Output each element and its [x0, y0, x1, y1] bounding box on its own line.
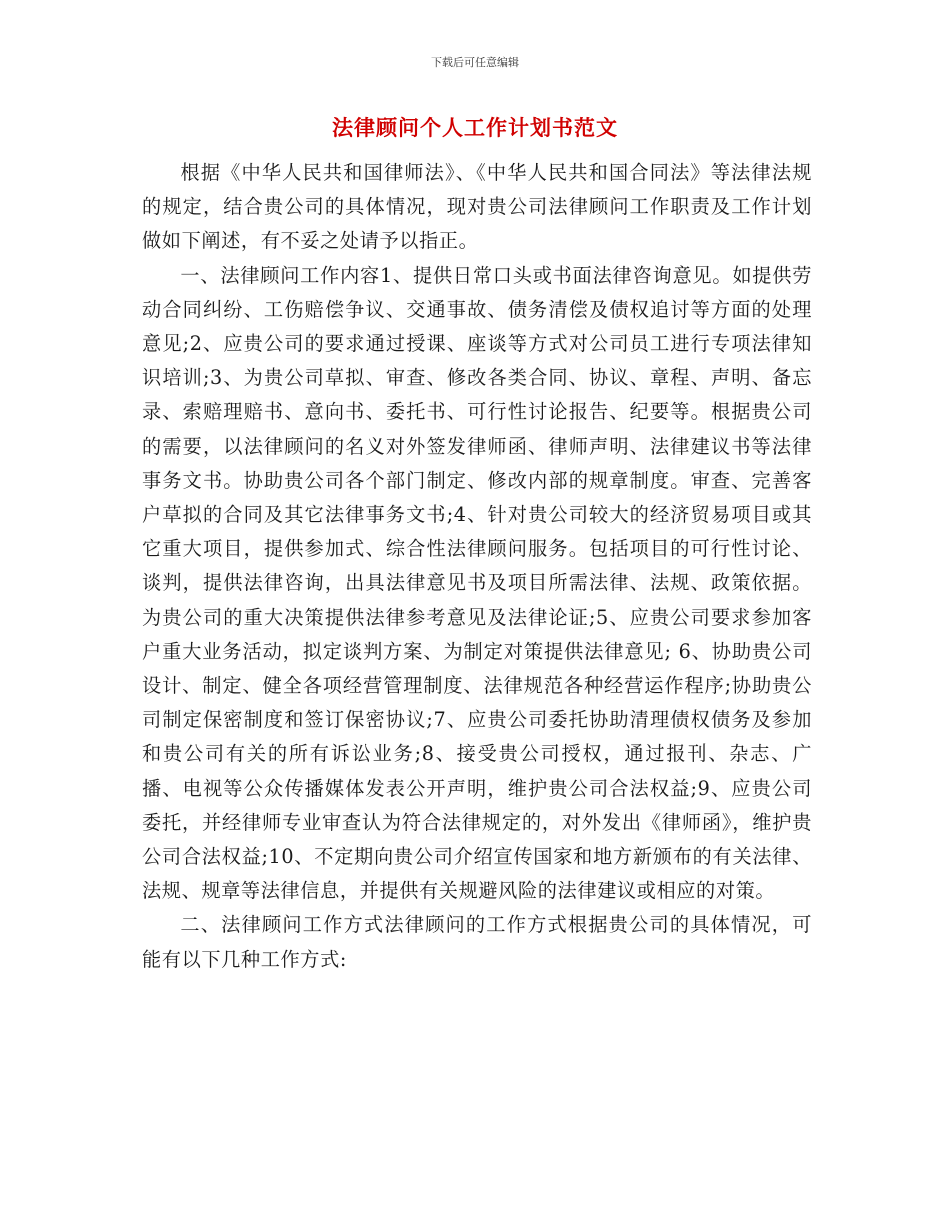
paragraph-section-2: 二、法律顾问工作方式法律顾问的工作方式根据贵公司的具体情况，可能有以下几种工作方式:: [142, 913, 812, 971]
paragraph-section-1: 一、法律顾问工作内容1、提供日常口头或书面法律咨询意见。如提供劳动合同纠纷、工伤赔偿争议、交通事故、债务清偿及债权追讨等方面的处理意见;2、应贵公司的要求通过授课、座谈等方式对公司员工进行专项法律知识培训;3、为贵公司草拟、审查、修改各类合同、协议、章程、声明、备忘录、索赔理赔书、意向书、委托书、可行性讨论报告、纪要等。根据贵公司的需要，以法律顾问的名义对外签发律师函、律师声明、法律建议书等法律事务文书。协助贵公司各个部门制定、修改内部的规章制度。审查、完善客户草拟的合同及其它法律事务文书;4、针对贵公司较大的经济贸易项目或其它重大项目，提供参加式、综合性法律顾问服务。包括项目的可行性讨论、谈判，提供法律咨询，出具法律意见书及项目所需法律、法规、政策依据。为贵公司的重大决策提供法律参考意见及法律论证;5、应贵公司要求参加客户重大业务活动，拟定谈判方案、为制定对策提供法律意见; 6、协助贵公司设计、制定、健全各项经营管理制度、法律规范各种经营运作程序;协助贵公司制定保密制度和签订保密协议;7、应贵公司委托协助清理债权债务及参加和贵公司有关的所有诉讼业务;8、接受贵公司授权，通过报刊、杂志、广播、电视等公众传播媒体发表公开声明，维护贵公司合法权益;9、应贵公司委托，并经律师专业审查认为符合法律规定的，对外发出《律师函》，维护贵公司合法权益;10、不定期向贵公司介绍宣传国家和地方新颁布的有关法律、法规、规章等法律信息，并提供有关规避风险的法律建议或相应的对策。: [142, 263, 812, 903]
document-title: 法律顾问个人工作计划书范文: [332, 115, 618, 140]
paragraph-intro: 根据《中华人民共和国律师法》、《中华人民共和国合同法》等法律法规的规定，结合贵公司的具体情况，现对贵公司法律顾问工作职责及工作计划做如下阐述，有不妥之处请予以指正。: [142, 161, 812, 253]
document-body: [142, 156, 812, 977]
page-header-note: 下载后可任意编辑: [431, 56, 519, 69]
